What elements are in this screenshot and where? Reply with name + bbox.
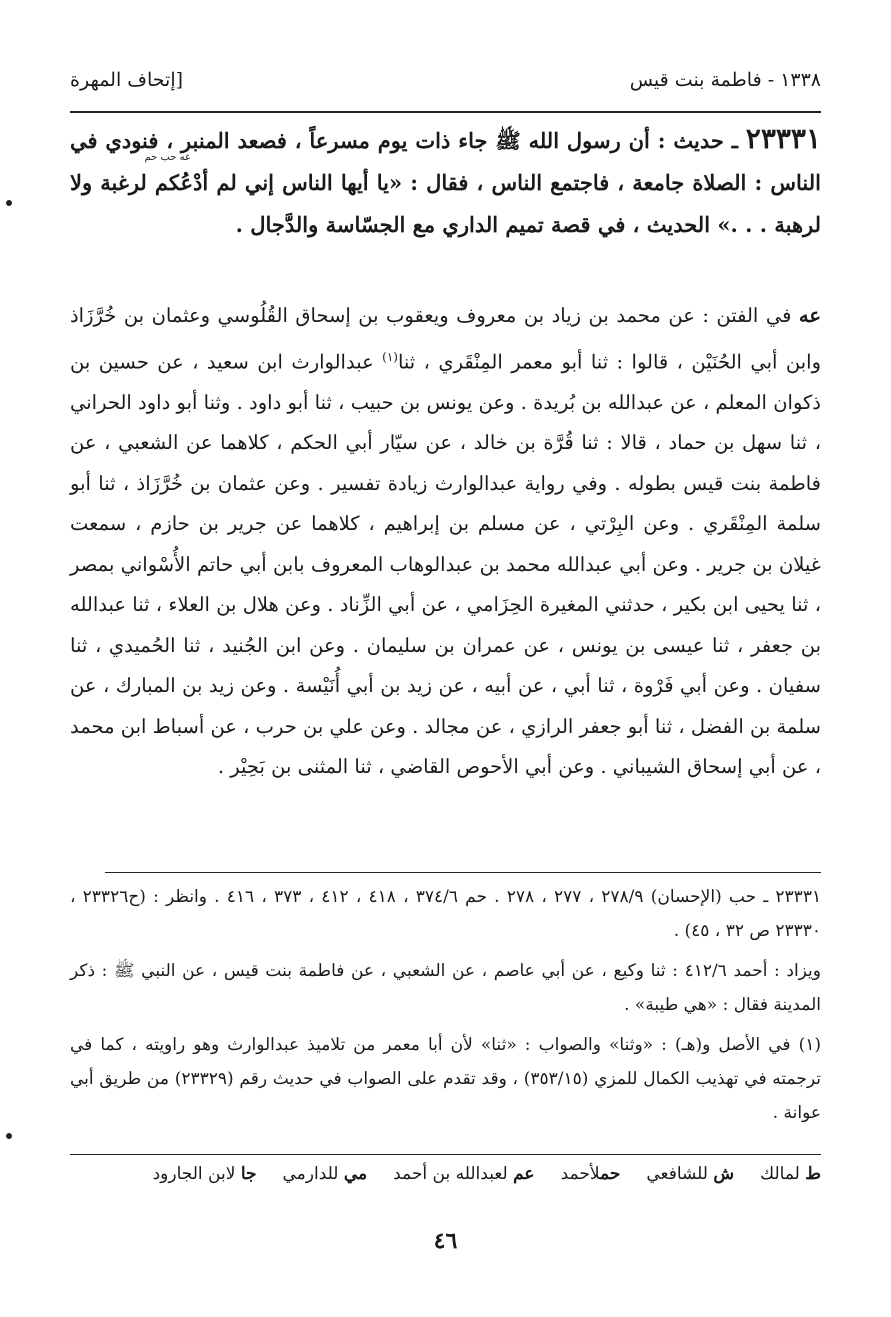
footnote-rule — [105, 872, 821, 873]
hadith-sigla: عه حب حم — [144, 152, 191, 163]
footnotes — [70, 880, 821, 1136]
legend-item: جا لابن الجارود — [152, 1164, 257, 1184]
hadith-number: ٢٣٣٣١ — [745, 122, 821, 155]
source-siglum: عه — [798, 304, 822, 327]
margin-mark — [6, 200, 12, 206]
footnote-1: (١) في الأصل و(هـ) : «وثنا» والصواب : «ثنا» لأن أبا معمر من تلاميذ عبدالوارث وهو راويته ، كما في ترجمته في تهذيب الكمال للمزي (٣٥٣/١٥) ، وقد تقدم على الصواب في حديث رقم (٢٣٣٢٩) من طريق أبي عوانة . — [70, 1035, 821, 1123]
legend-item: حملأحمد — [560, 1164, 621, 1184]
abbreviation-legend — [70, 1164, 821, 1184]
footnote-addition: ويزاد : أحمد ٤١٢/٦ : ثنا وكيع ، عن أبي عاصم ، عن الشعبي ، عن فاطمة بنت قيس ، عن النبي ﷺ : ذكر المدينة فقال : «هي طيبة» . — [70, 961, 821, 1015]
header-book-title: [إتحاف المهرة — [70, 69, 184, 91]
header-rule — [70, 111, 821, 113]
hadith-text — [70, 118, 821, 246]
legend-item: مي للدارمي — [282, 1164, 368, 1184]
legend-item: عم لعبدالله بن أحمد — [393, 1164, 535, 1184]
isnad-text-2: عبدالوارث ابن سعيد ، عن حسين بن ذكوان المعلم ، عن عبدالله بن بُريدة . وعن يونس بن حبيب ، ثنا أبو داود . وثنا أبو داود الحراني ، ثنا سهل بن حماد ، قالا : ثنا قُرَّة بن خالد ، عن سيّار أبي الحكم ، كلاهما عن الشعبي ، عن فاطمة بنت قيس بطوله . وفي رواية عبدالوارث زيادة تفسير . وعن عثمان بن خُرَّزَاذ ، ثنا أبو سلمة المِنْقَري . وعن البِرْتي ، عن مسلم بن إبراهيم ، كلاهما عن جرير بن حازم ، سمعت غيلان بن جرير . وعن أبي عبدالله محمد بن عبدالوهاب المعروف بابن أبي حاتم الأُسْواني بمصر ، ثنا يحيى ابن بكير ، حدثني المغيرة الحِزَامي ، عن أبي الزِّناد . وعن هلال بن العلاء ، ثنا عبدالله بن جعفر ، ثنا عيسى بن يونس ، عن عمران بن سليمان . وعن ابن الجُنيد ، ثنا الحُميدي ، ثنا سفيان . وعن أبي فَرْوة ، ثنا أبي ، عن أبيه ، عن زيد بن أبي أُنَيْسة . وعن زيد بن المبارك ، عن سلمة بن الفضل ، ثنا أبو جعفر الرازي ، عن مجالد . وعن علي بن حرب ، عن أسباط ابن محمد ، عن أبي إسحاق الشيباني . وعن أبي الأحوص القاضي ، ثنا المثنى بن بَحِيْر . — [70, 350, 821, 778]
page-number: ٤٦ — [433, 1228, 458, 1254]
footnote-ref[interactable]: (١) — [382, 349, 398, 364]
legend-item: ش للشافعي — [646, 1164, 735, 1184]
running-header — [70, 60, 821, 100]
legend-item: ط لمالك — [760, 1164, 821, 1184]
legend-rule — [70, 1154, 821, 1155]
isnad-text-1: في الفتن : عن محمد بن زياد بن معروف ويعقوب بن إسحاق القُلُوسي وعثمان بن خُرَّزَاذ وابن أبي الحُنَيْن ، قالوا : ثنا أبو معمر المِنْقَري ، ثنا — [70, 304, 821, 373]
header-chapter-title: ١٣٣٨ - فاطمة بنت قيس — [629, 69, 821, 91]
margin-mark — [6, 1133, 12, 1139]
footnote-references: ٢٣٣٣١ ـ حب (الإحسان) ٢٧٨/٩ ، ٢٧٧ ، ٢٧٨ . حم ٣٧٤/٦ ، ٤١٨ ، ٤١٢ ، ٣٧٣ ، ٤١٦ . وانظر : (ح٢٣٣٢٦ ، ٢٣٣٣٠ ص ٣٢ ، ٤٥) . — [70, 887, 822, 941]
isnad-paragraph — [70, 296, 821, 788]
hadith-body: ـ حديث : أن رسول الله ﷺ جاء ذات يوم مسرعاً ، فصعد المنبر ، فنودي في الناس : الصلاة جامعة ، فاجتمع الناس ، فقال : «يا أيها الناس إني لم أدْعُكم لرغبة ولا لرهبة . . .» الحديث ، في قصة تميم الداري مع الجسّاسة والدَّجال . — [70, 128, 821, 237]
